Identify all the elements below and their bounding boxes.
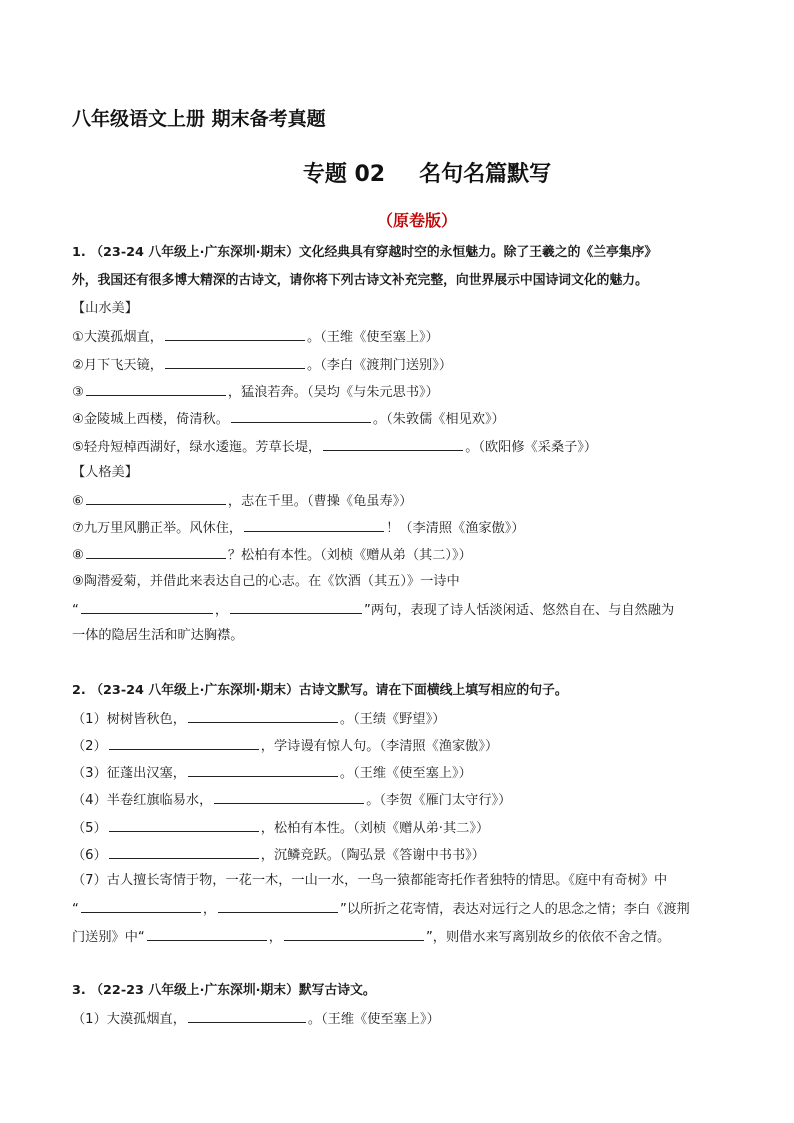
q1-item-5 [72,437,597,457]
q1-item-3-suffix: ，猛浪若奔。（吴均《与朱元思书》） [227,385,439,400]
answer-blank[interactable] [218,899,338,913]
q2-item-7-comma2: ， [268,930,282,945]
answer-blank[interactable] [188,1009,306,1023]
answer-blank[interactable] [81,600,213,614]
q1-item-2-suffix: 。（李白《渡荆门送别》） [306,358,453,373]
q1-item-9-line2 [72,600,674,620]
answer-blank[interactable] [214,790,364,804]
answer-blank[interactable] [86,382,226,396]
q1-item-2 [72,355,452,375]
answer-blank[interactable] [284,927,424,941]
answer-blank[interactable] [86,545,226,559]
q2-item-1-prefix: （1）树树皆秋色， [72,712,186,727]
header-title: 八年级语文上册 期末备考真题 [72,108,326,130]
q2-item-7-line3 [72,927,670,947]
q2-item-7-line1: （7）古人擅长寄情于物，一花一木，一山一水，一鸟一猿都能寄托作者独特的情思。《庭中有奇树》中 [72,873,668,888]
q3-stem: 3. （22-23 八年级上·广东深圳·期末）默写古诗文。 [72,983,376,998]
q1-item-1-prefix: ①大漠孤烟直， [72,330,163,345]
q1-item-9-open-quote: “ [72,603,79,618]
q1-item-9-suffix: ”两句，表现了诗人恬淡闲适、悠然自在、与自然融为 [364,603,675,618]
q1-item-7-suffix: ！（李清照《渔家傲》） [386,521,525,536]
q1-section-renge: 【人格美】 [72,465,138,480]
q2-stem: 2. （23-24 八年级上·广东深圳·期末）古诗文默写。请在下面横线上填写相应的句子。 [72,683,568,698]
q3-item-1-prefix: （1）大漠孤烟直， [72,1012,186,1027]
q1-item-3 [72,382,439,402]
q3-item-1 [72,1009,440,1029]
q1-item-6-prefix: ⑥ [72,494,84,509]
q1-item-7 [72,518,525,538]
q1-item-9-line1: ⑨陶潜爱菊，并借此来表达自己的心志。在《饮酒（其五）》一诗中 [72,574,460,589]
topic-name: 名句名篇默写 [419,162,552,187]
q2-item-5-prefix: （5） [72,821,107,836]
answer-blank[interactable] [231,409,371,423]
answer-blank[interactable] [244,518,384,532]
q2-item-6 [72,845,485,865]
answer-blank[interactable] [323,437,463,451]
q2-item-7-comma: ， [202,902,217,917]
q2-item-1-suffix: 。（王绩《野望》） [339,712,446,727]
answer-blank[interactable] [230,600,362,614]
q2-item-3-prefix: （3）征蓬出汉塞， [72,766,186,781]
topic-title [0,157,794,188]
q2-item-1 [72,709,445,729]
q1-item-9-comma: ， [214,603,229,618]
answer-blank[interactable] [188,763,338,777]
q2-item-7-mid: ”以所折之花寄情，表达对远行之人的思念之情；李白《渡荆 [340,902,690,917]
q2-item-2-prefix: （2） [72,739,107,754]
q1-item-8-suffix: ？松柏有本性。（刘桢《赠从弟（其二）》） [227,548,472,563]
answer-blank[interactable] [165,355,305,369]
q2-item-5-suffix: ，松柏有本性。（刘桢《赠从弟·其二》） [260,821,490,836]
answer-blank[interactable] [86,491,226,505]
answer-blank[interactable] [188,709,338,723]
q1-item-6 [72,491,412,511]
q2-item-6-prefix: （6） [72,848,107,863]
q1-item-1-suffix: 。（王维《使至塞上》） [306,330,439,345]
answer-blank[interactable] [109,818,259,832]
q1-item-1 [72,327,439,347]
q1-item-5-suffix: 。（欧阳修《采桑子》） [465,440,598,455]
q2-item-6-suffix: ，沉鳞竞跃。（陶弘景《答谢中书书》） [260,848,485,863]
topic-number: 专题 02 [302,162,386,187]
q1-item-9-line3: 一体的隐居生活和旷达胸襟。 [72,628,244,643]
answer-blank[interactable] [147,927,267,941]
q1-item-4 [72,409,505,429]
version-subtitle: （原卷版） [376,211,457,230]
q2-item-7-prefix3: 门送别》中“ [72,930,145,945]
q1-item-3-prefix: ③ [72,385,84,400]
q2-item-3 [72,763,472,783]
q1-section-shanshui: 【山水美】 [72,301,138,316]
q2-item-4-suffix: 。（李贺《雁门太守行》） [366,793,512,808]
q1-item-6-suffix: ，志在千里。（曹操《龟虽寿》） [227,494,413,509]
q1-stem-line2: 外，我国还有很多博大精深的古诗文，请你将下列古诗文补充完整，向世界展示中国诗词文化的魅力。 [72,273,648,288]
answer-blank[interactable] [109,736,259,750]
q3-item-1-suffix: 。（王维《使至塞上》） [307,1012,440,1027]
q2-item-2 [72,736,498,756]
q1-item-4-prefix: ④金陵城上西楼，倚清秋。 [72,412,229,427]
q2-item-7-suffix: ”，则借水来写离别故乡的依依不舍之情。 [425,930,671,945]
q2-item-2-suffix: ，学诗谩有惊人句。（李清照《渔家傲》） [260,739,499,754]
q2-item-5 [72,818,489,838]
q1-item-4-suffix: 。（朱敦儒《相见欢》） [372,412,505,427]
q1-item-8 [72,545,472,565]
answer-blank[interactable] [81,899,201,913]
q2-item-7-open-quote: “ [72,902,79,917]
q1-item-5-prefix: ⑤轻舟短棹西湖好，绿水逶迤。芳草长堤， [72,440,322,455]
q1-item-8-prefix: ⑧ [72,548,84,563]
q2-item-3-suffix: 。（王维《使至塞上》） [339,766,472,781]
q1-stem-line1: 1. （23-24 八年级上·广东深圳·期末）文化经典具有穿越时空的永恒魅力。除了王羲之的《兰亭集序》 [72,245,658,260]
q1-item-7-prefix: ⑦九万里风鹏正举。风休住， [72,521,243,536]
q2-item-7-line2 [72,899,690,919]
q2-item-4-prefix: （4）半卷红旗临易水， [72,793,213,808]
q2-item-4 [72,790,511,810]
answer-blank[interactable] [165,327,305,341]
answer-blank[interactable] [109,845,259,859]
q1-item-2-prefix: ②月下飞天镜， [72,358,163,373]
